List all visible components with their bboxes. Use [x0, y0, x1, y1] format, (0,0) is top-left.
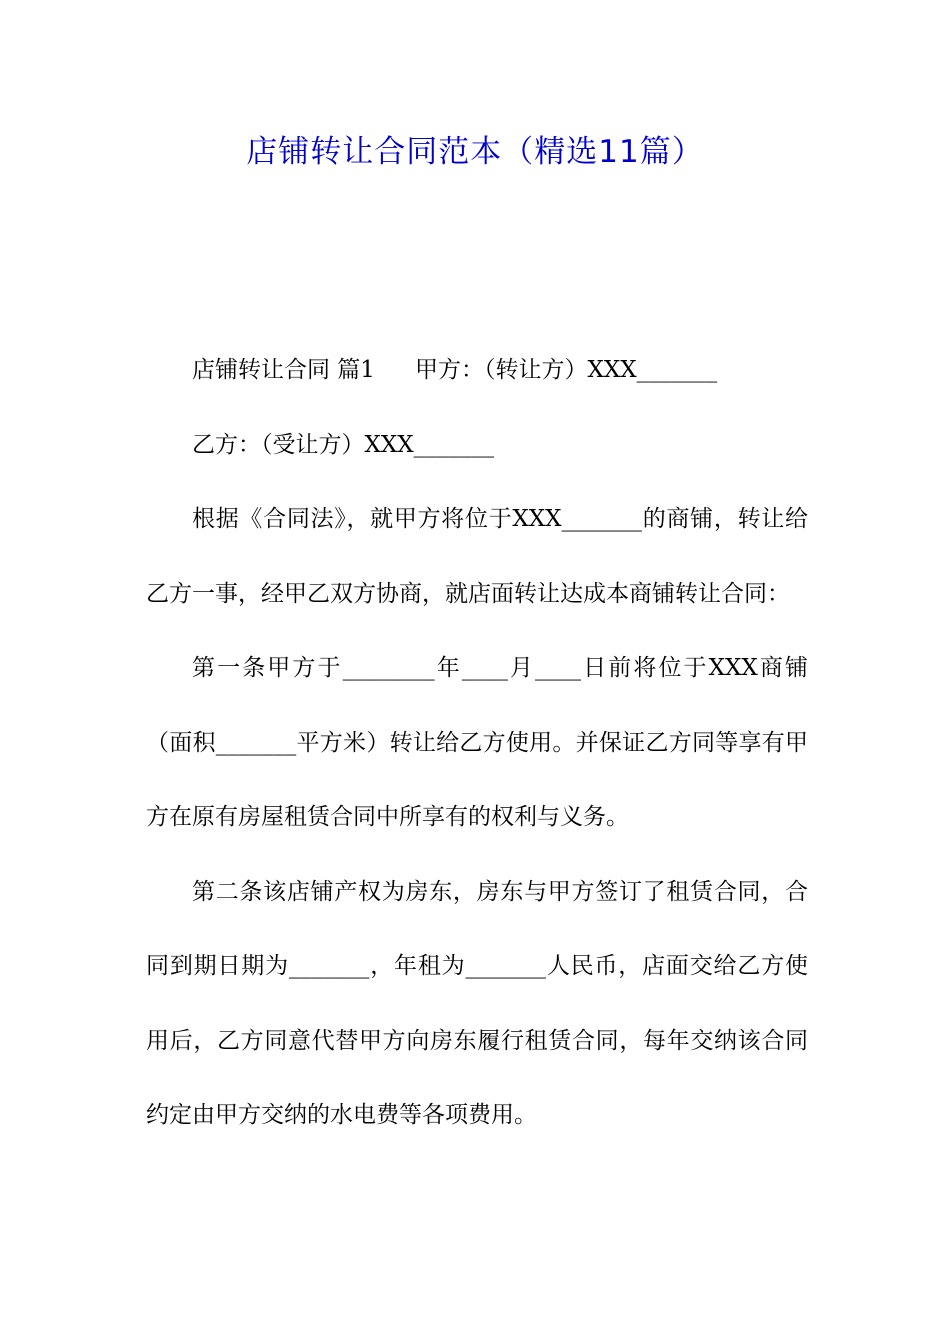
party-a-line: 甲方：（转让方）XXX_______ [414, 357, 718, 383]
paragraph-preamble: 根据《合同法》，就甲方将位于XXX_______的商铺，转让给乙方一事，经甲乙双方协商，就店面转让达成本商铺转让合同： [146, 506, 808, 607]
section-heading-line [146, 333, 808, 408]
document-title: 店铺转让合同范本（精选11篇） [246, 134, 704, 170]
section-heading: 店铺转让合同 篇1 [192, 357, 375, 383]
document-body [146, 333, 808, 1153]
paragraph-article-2: 第二条该店铺产权为房东，房东与甲方签订了租赁合同，合同到期日期为_______，年租为_______人民币，店面交给乙方使用后，乙方同意代替甲方向房东履行租赁合同，每年交纳该合同约定由甲方交纳的水电费等各项费用。 [146, 878, 808, 1128]
paragraph-article-1: 第一条甲方于________年____月____日前将位于XXX商铺（面积_______平方米）转让给乙方使用。并保证乙方同等享有甲方在原有房屋租赁合同中所享有的权利与义务。 [146, 655, 808, 830]
party-b-line: 乙方：（受让方）XXX_______ [192, 431, 495, 458]
